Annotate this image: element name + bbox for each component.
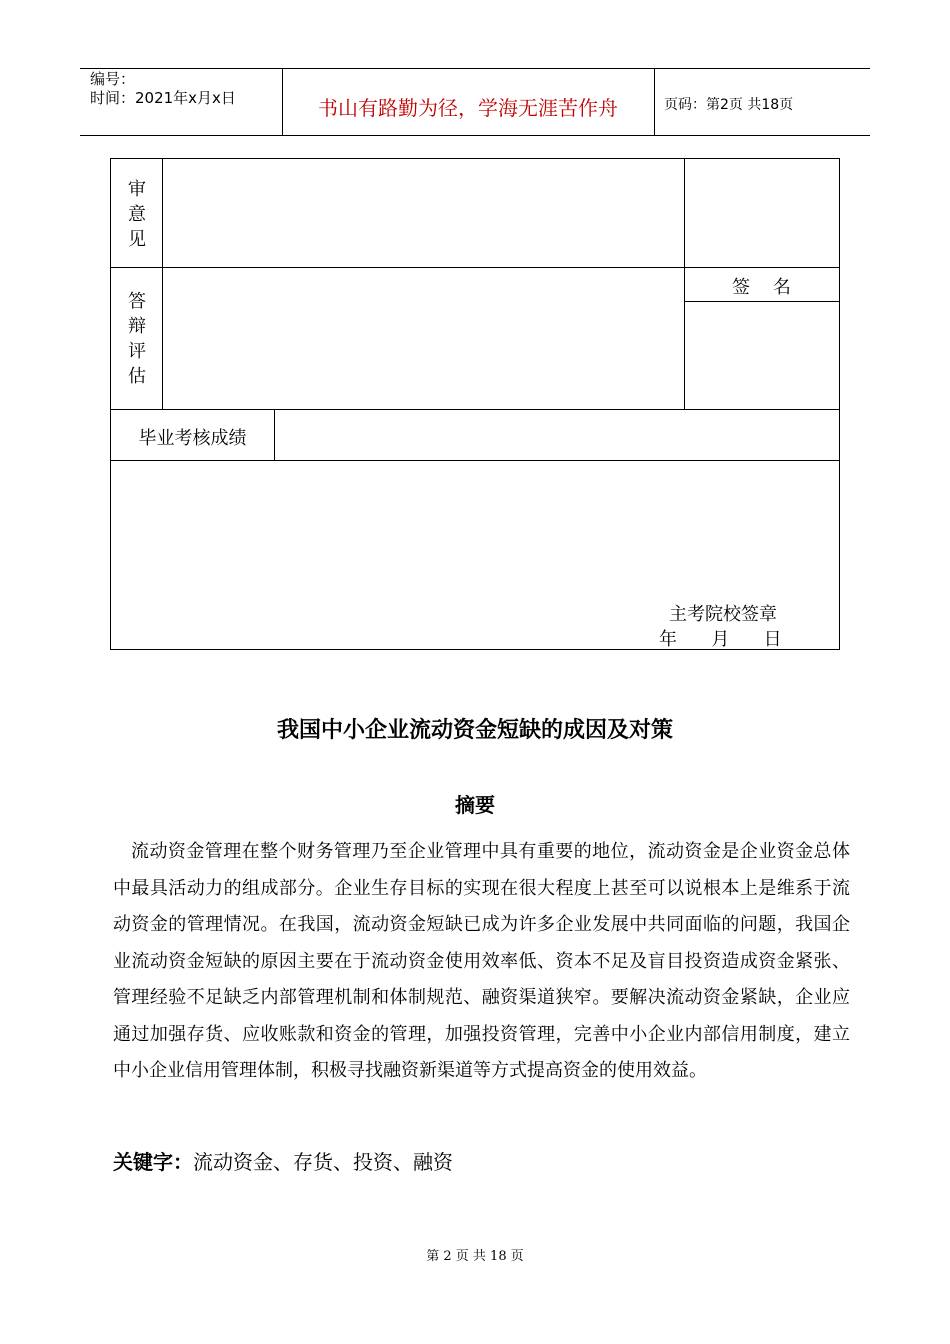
header-top-rule [80, 68, 870, 69]
review-opinion-field[interactable] [163, 159, 684, 267]
row-divider [111, 460, 839, 461]
evaluation-form-table [110, 158, 840, 650]
header-page-info: 页码：第2页 共18页 [664, 97, 794, 113]
defense-signature-field[interactable] [685, 302, 839, 409]
page-footer: 第 2 页 共 18 页 [426, 1249, 524, 1264]
signature-label: 签 名 [732, 277, 791, 298]
keywords-line [113, 1146, 453, 1175]
header-bottom-rule [80, 135, 870, 136]
header-meta [90, 70, 236, 108]
header-motto: 书山有路勤为径，学海无涯苦作舟 [318, 96, 618, 120]
school-seal-label: 主考院校签章 [669, 604, 777, 625]
abstract-heading: 摘要 [455, 793, 495, 817]
keywords-value: 流动资金、存货、投资、融资 [193, 1150, 453, 1174]
review-signature-field[interactable] [685, 159, 839, 267]
abstract-paragraph: 流动资金管理在整个财务管理乃至企业管理中具有重要的地位，流动资金是企业资金总体中最具活动力的组成部分。企业生存目标的实现在很大程度上甚至可以说根本上是维系于流动资金的管理情况。在我国，流动资金短缺已成为许多企业发展中共同面临的问题，我国企业流动资金短缺的原因主要在于流动资金使用效率低、资本不足及盲目投资造成资金紧张、管理经验不足缺乏内部管理机制和体制规范、融资渠道狭窄。要解决流动资金紧缺，企业应通过加强存货、应收账款和资金的管理，加强投资管理，完善中小企业内部信用制度，建立中小企业信用管理体制，积极寻找融资新渠道等方式提高资金的使用效益。 [113, 841, 850, 1081]
defense-evaluation-field[interactable] [163, 268, 684, 409]
header-divider [654, 68, 655, 135]
review-opinion-label: 审 意 见 [128, 179, 146, 250]
seal-date-label: 年 月 日 [659, 629, 782, 650]
document-title: 我国中小企业流动资金短缺的成因及对策 [276, 718, 673, 743]
graduation-grade-field[interactable] [275, 410, 839, 460]
time-label: 时间：2021年x月x日 [90, 89, 236, 107]
defense-evaluation-label: 答 辩 评 估 [128, 291, 146, 387]
graduation-grade-label: 毕业考核成绩 [138, 428, 247, 449]
number-label: 编号： [90, 70, 136, 88]
keywords-label: 关键字： [113, 1150, 193, 1174]
